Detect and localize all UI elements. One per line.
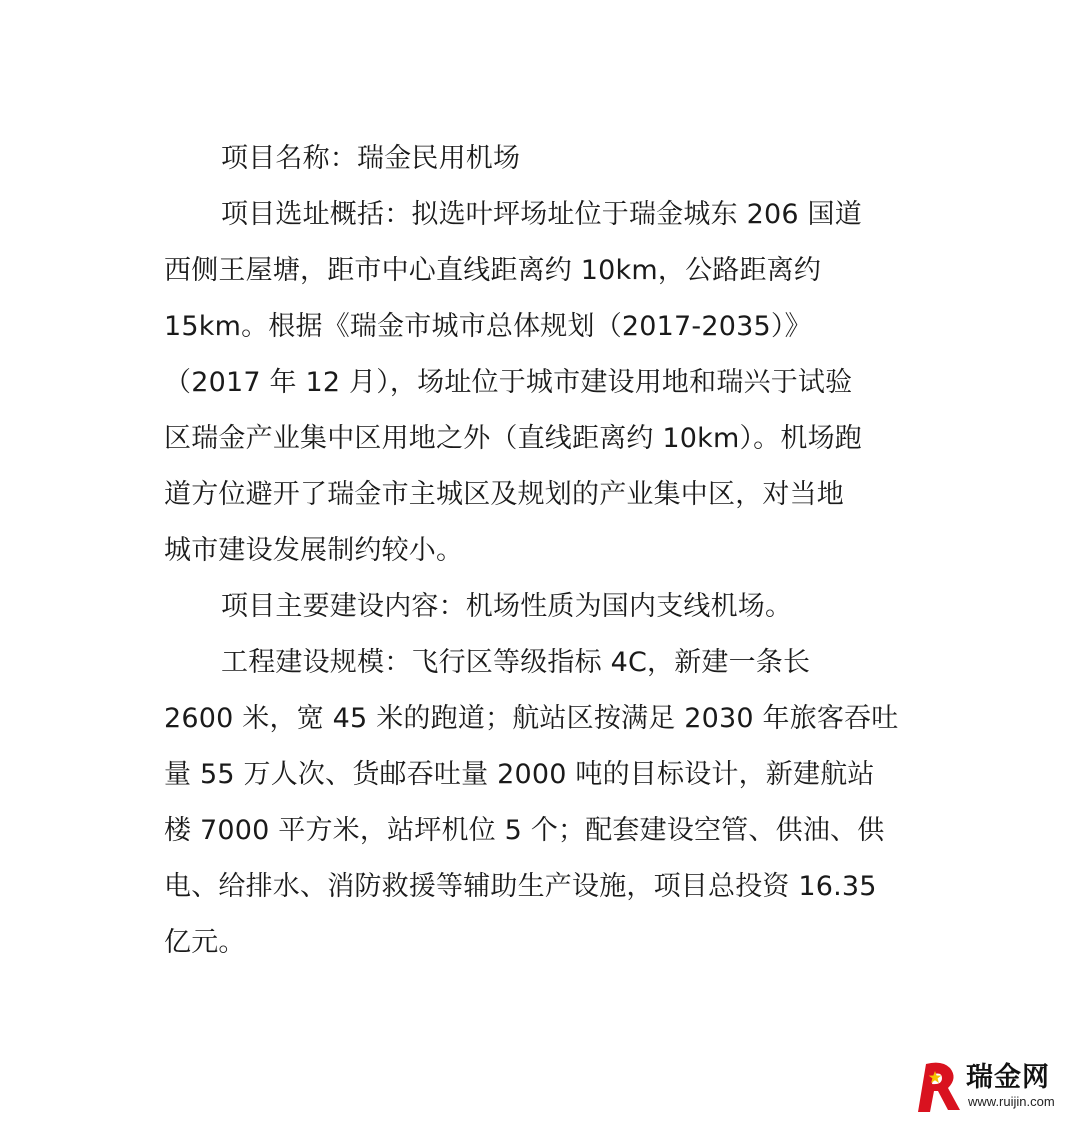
document-body (164, 137, 914, 977)
site-summary-line: （2017 年 12 月），场址位于城市建设用地和瑞兴于试验 (164, 367, 853, 398)
site-url: www.ruijin.com (968, 1094, 1055, 1109)
construction-scale-line: 电、给排水、消防救援等辅助生产设施，项目总投资 16.35 (164, 871, 877, 902)
site-summary-line: 道方位避开了瑞金市主城区及规划的产业集中区，对当地 (164, 479, 844, 510)
site-summary-line: 城市建设发展制约较小。 (164, 535, 464, 566)
site-summary-line: 西侧王屋塘，距市中心直线距离约 10km，公路距离约 (164, 255, 822, 286)
ruijin-watermark-logo (908, 1058, 1068, 1116)
construction-scale-line: 量 55 万人次、货邮吞吐量 2000 吨的目标设计，新建航站 (164, 759, 875, 790)
construction-scale-line: 工程建设规模：飞行区等级指标 4C，新建一条长 (221, 647, 811, 678)
construction-scale-line: 亿元。 (164, 927, 246, 958)
site-summary-line: 区瑞金产业集中区用地之外（直线距离约 10km）。机场跑 (164, 423, 862, 454)
project-name-line: 项目名称：瑞金民用机场 (221, 143, 521, 174)
construction-scale-line: 2600 米，宽 45 米的跑道；航站区按满足 2030 年旅客吞吐 (164, 703, 899, 734)
construction-content-line: 项目主要建设内容：机场性质为国内支线机场。 (221, 591, 793, 622)
ruijin-logo-icon (908, 1058, 964, 1114)
site-summary-line: 15km。根据《瑞金市城市总体规划（2017-2035）》 (164, 311, 812, 342)
construction-scale-line: 楼 7000 平方米，站坪机位 5 个；配套建设空管、供油、供 (164, 815, 885, 846)
site-name: 瑞金网 (966, 1062, 1050, 1093)
site-summary-line: 项目选址概括：拟选叶坪场址位于瑞金城东 206 国道 (221, 199, 862, 230)
